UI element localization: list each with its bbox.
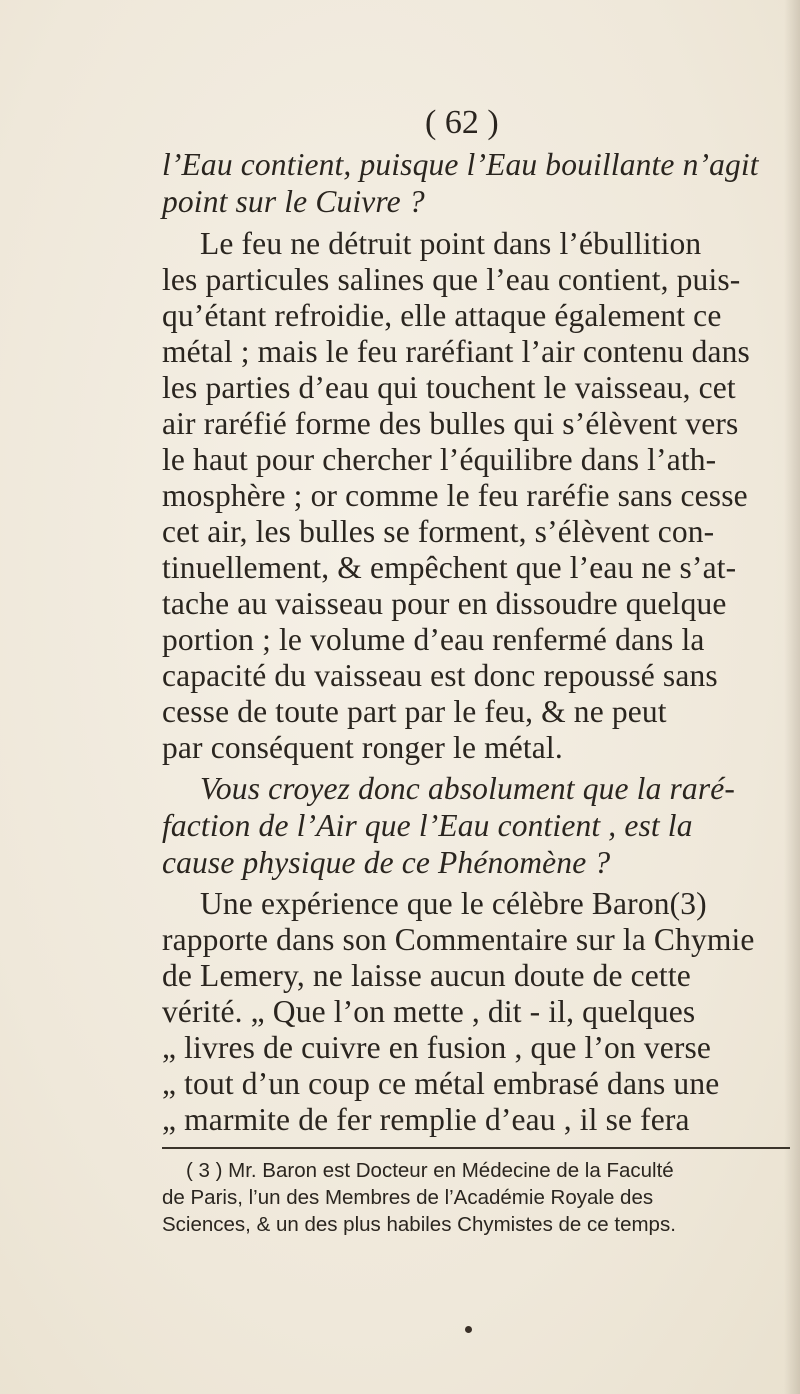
- body-line-24: „ marmite de fer remplie d’eau , il se fera: [162, 1102, 690, 1137]
- body-line-3: Le feu ne détruit point dans l’ébullition: [200, 226, 702, 261]
- footnote-line-1: ( 3 ) Mr. Baron est Docteur en Médecine de la Faculté: [186, 1159, 674, 1182]
- body-line-4: les particules salines que l’eau contient, puis-: [162, 262, 741, 297]
- body-line-2: point sur le Cuivre ?: [162, 184, 425, 219]
- body-line-19: rapporte dans son Commentaire sur la Chymie: [162, 922, 755, 957]
- body-line-22: „ livres de cuivre en fusion , que l’on verse: [162, 1030, 712, 1065]
- ink-mark: [465, 1326, 472, 1333]
- body-line-10: mosphère ; or comme le feu raréfie sans cesse: [162, 478, 748, 513]
- body-line-1: l’Eau contient, puisque l’Eau bouillante n’agit: [162, 147, 759, 182]
- question-line-1: Vous croyez donc absolument que la raré-: [200, 771, 735, 806]
- body-line-9: le haut pour chercher l’équilibre dans l’ath-: [162, 442, 717, 477]
- body-line-7: les parties d’eau qui touchent le vaisseau, cet: [162, 370, 736, 405]
- footnote-line-3: Sciences, & un des plus habiles Chymistes de ce temps.: [162, 1213, 676, 1236]
- body-line-11: cet air, les bulles se forment, s’élèvent con-: [162, 514, 715, 549]
- page-edge-shadow: [784, 0, 800, 1394]
- question-line-2: faction de l’Air que l’Eau contient , est la: [162, 808, 693, 843]
- body-line-13: tache au vaisseau pour en dissoudre quelque: [162, 586, 727, 621]
- body-line-23: „ tout d’un coup ce métal embrasé dans une: [162, 1066, 720, 1101]
- body-line-18: Une expérience que le célèbre Baron(3): [200, 886, 707, 921]
- body-line-15: capacité du vaisseau est donc repoussé sans: [162, 658, 718, 693]
- body-line-5: qu’étant refroidie, elle attaque également ce: [162, 298, 722, 333]
- body-line-12: tinuellement, & empêchent que l’eau ne s’at-: [162, 550, 737, 585]
- body-line-20: de Lemery, ne laisse aucun doute de cette: [162, 958, 691, 993]
- footnote-separator: [162, 1147, 790, 1149]
- body-line-16: cesse de toute part par le feu, & ne peut: [162, 694, 667, 729]
- body-line-14: portion ; le volume d’eau renfermé dans la: [162, 622, 705, 657]
- page-number: ( 62 ): [425, 104, 499, 141]
- footnote-line-2: de Paris, l’un des Membres de l’Académie Royale des: [162, 1186, 654, 1209]
- body-line-17: par conséquent ronger le métal.: [162, 730, 563, 765]
- body-line-6: métal ; mais le feu raréfiant l’air contenu dans: [162, 334, 750, 369]
- body-line-8: air raréfié forme des bulles qui s’élèvent vers: [162, 406, 739, 441]
- question-line-3: cause physique de ce Phénomène ?: [162, 845, 611, 880]
- body-line-21: vérité. „ Que l’on mette , dit - il, quelques: [162, 994, 696, 1029]
